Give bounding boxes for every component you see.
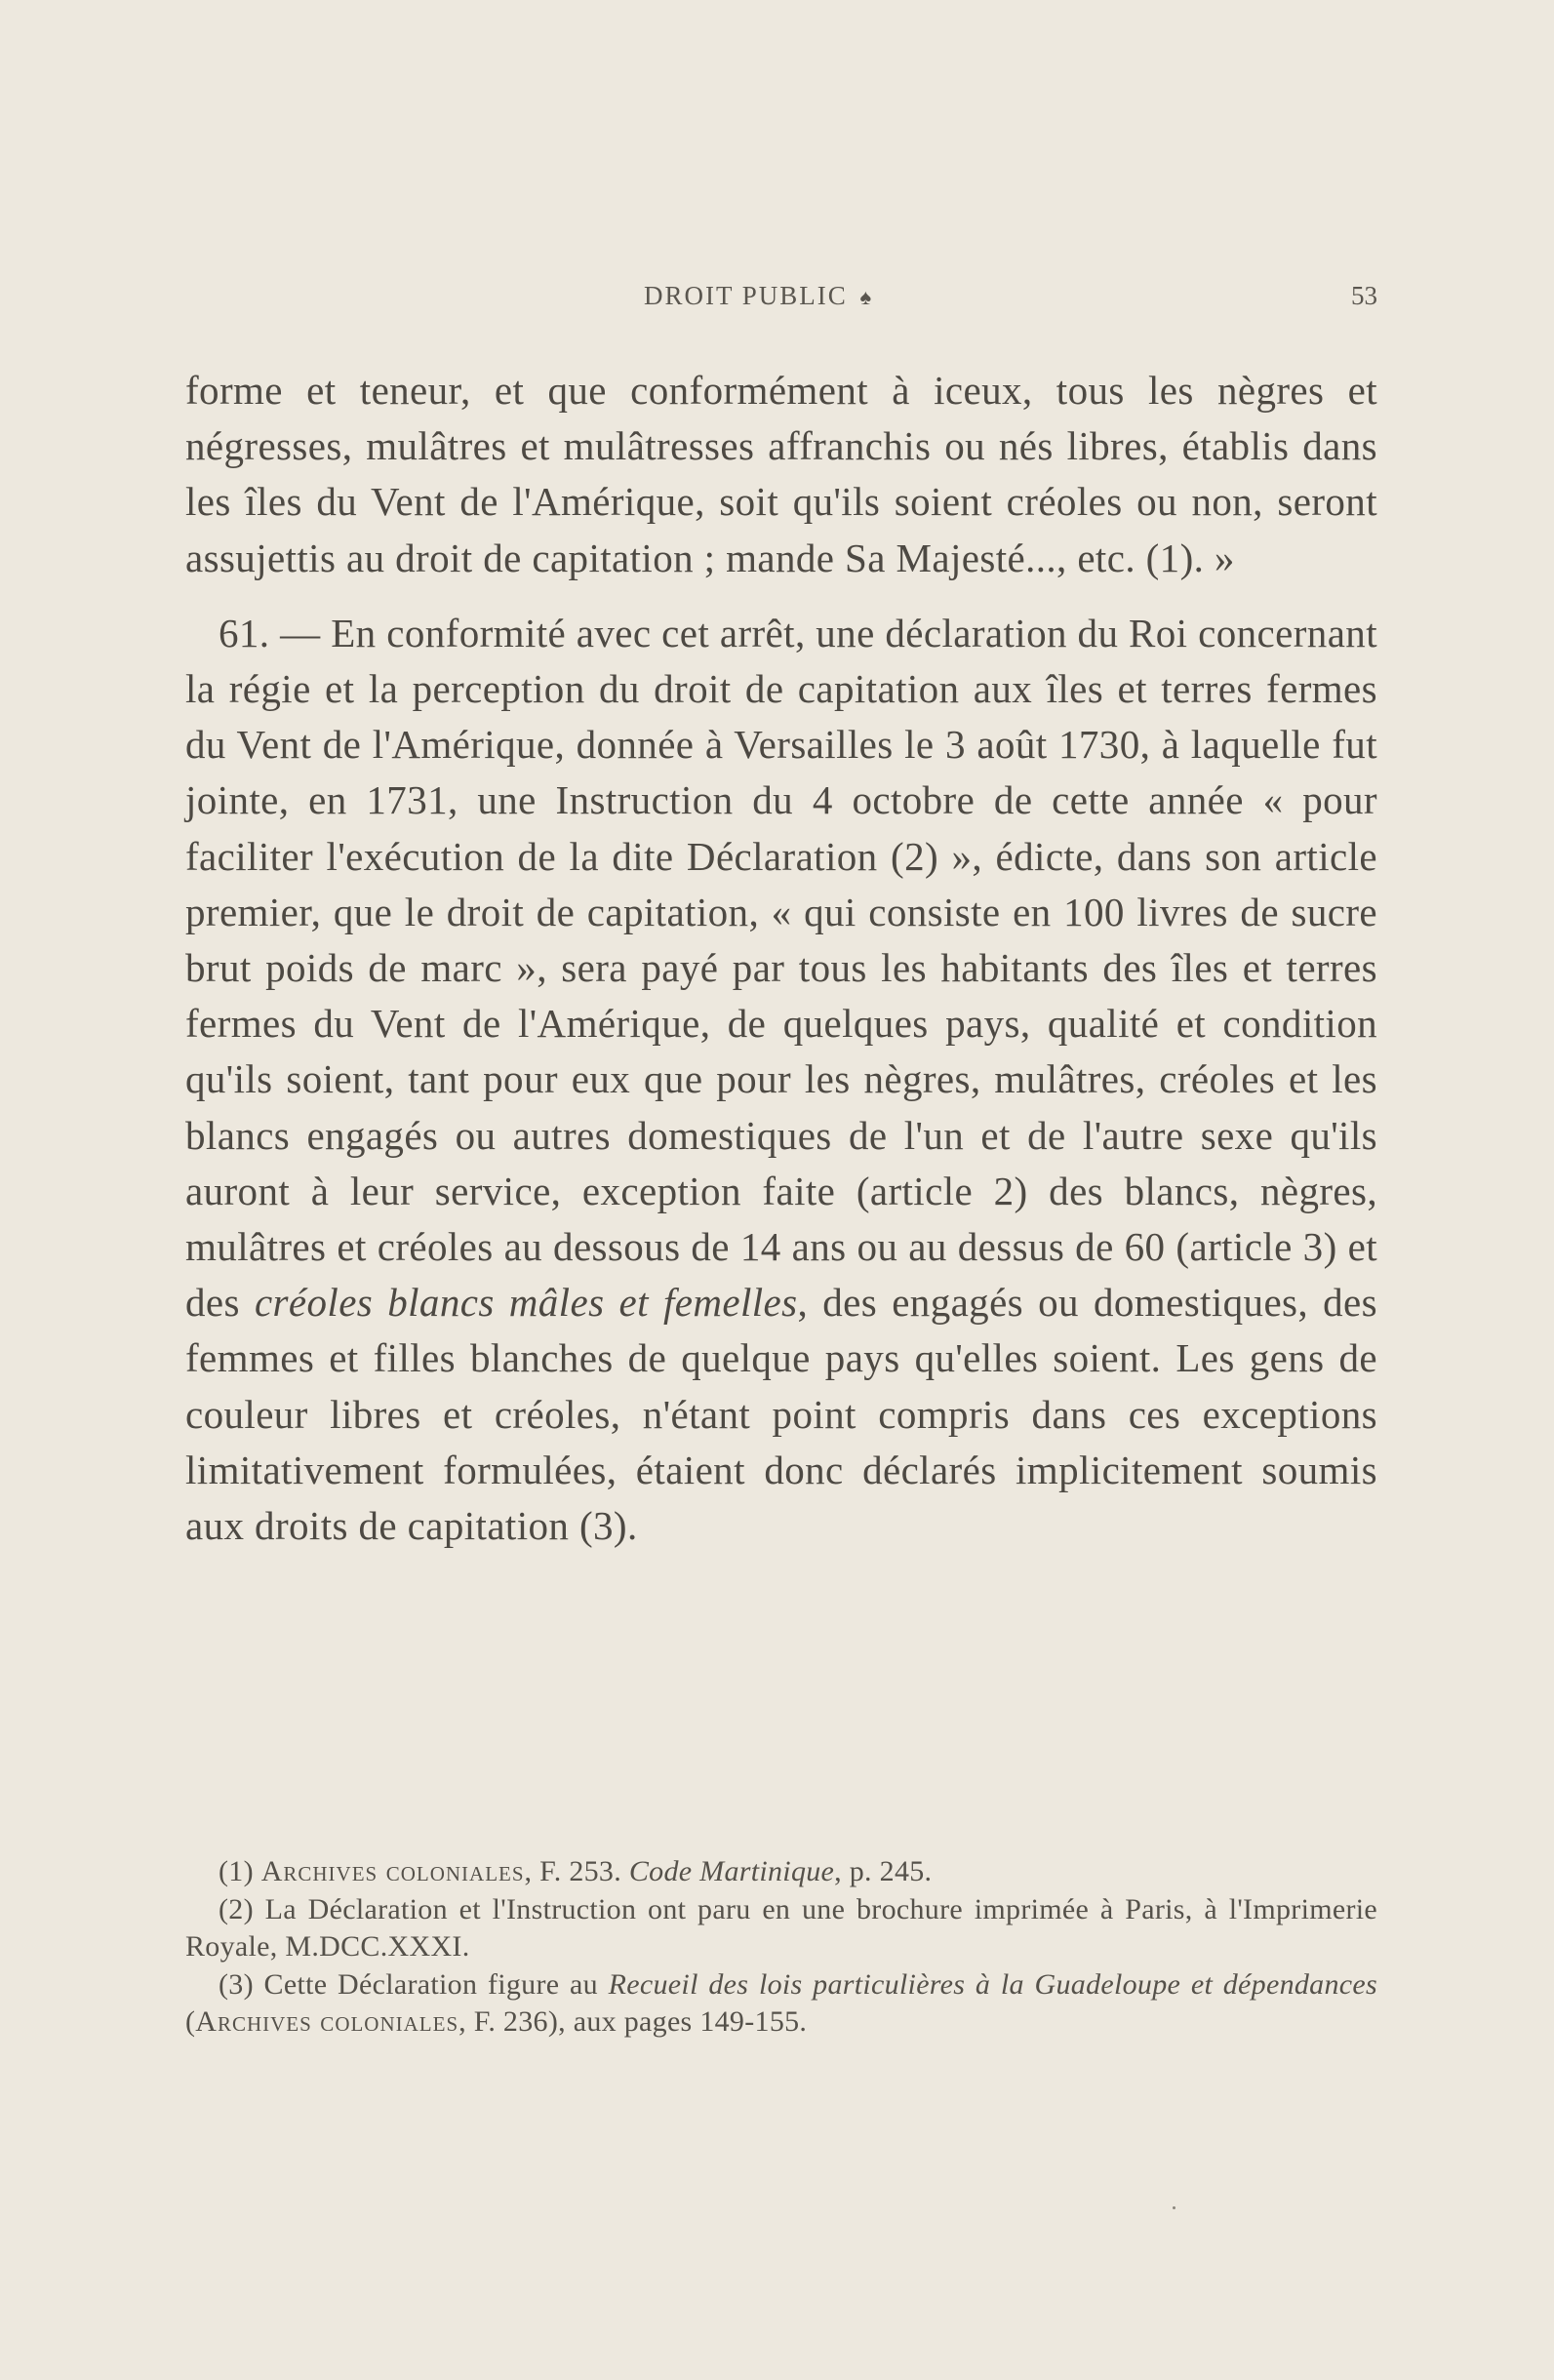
footnote-1 [185, 1853, 1377, 1891]
paragraph-61 [185, 606, 1377, 1554]
running-head-title-text: DROIT PUBLIC [644, 281, 848, 310]
ornament-icon: ♠ [859, 285, 872, 309]
paragraph-61-part-b: , des engagés ou domestiques, des femmes et filles blanches de quelque pays qu'elles soient. Les gens de couleur libres et créoles, n'étant point compris dans ces exceptions limitativement formulées, étaient donc déclarés implicitement soumis aux droits de capitation (3). [185, 1280, 1377, 1549]
footnote-3-intro: (3) Cette Déclaration figure au [219, 1967, 598, 2001]
footnote-1-page: , p. 245. [834, 1855, 933, 1887]
footnote-3-end: , F. 236), aux pages 149-155. [458, 2005, 808, 2038]
paper-speck [1173, 2206, 1175, 2209]
footnote-1-source: Archives coloniales [260, 1855, 525, 1887]
paragraph-61-part-a: 61. — En conformité avec cet arrêt, une déclaration du Roi concernant la régie et la perception du droit de capitation aux îles et terres fermes du Vent de l'Amérique, donnée à Versailles le 3 août 1730, à laquelle fut jointe, en 1731, une Instruction du 4 octobre de cette année « pour faciliter l'exécution de la dite Déclaration (2) », édicte, dans son article premier, que le droit de capitation, « qui consiste en 100 livres de sucre brut poids de marc », sera payé par tous les habitants des îles et terres fermes du Vent de l'Amérique, de quelques pays, qualité et condition qu'ils soient, tant pour eux que pour les nègres, mulâtres, créoles et les blancs engagés ou autres domestiques de l'un et de l'autre sexe qu'ils auront à leur service, exception faite (article 2) des blancs, nègres, mulâtres et créoles au dessous de 14 ans ou au dessus de 60 (article 3) et des [185, 610, 1377, 1326]
running-head [185, 281, 1377, 320]
footnote-3 [185, 1966, 1377, 2042]
footnote-3-paren: ( [185, 2005, 196, 2038]
paragraph-continued: forme et teneur, et que conformément à iceux, tous les nègres et négresses, mulâtres et mulâtresses affranchis ou nés libres, établis dans les îles du Vent de l'Amérique, soit qu'ils soient créoles ou non, seront assujettis au droit de capitation ; mande Sa Majesté..., etc. (1). » [185, 368, 1377, 580]
footnotes [185, 1853, 1377, 2042]
running-head-title [644, 281, 871, 311]
footnote-1-ref: , F. 253. [524, 1855, 622, 1887]
footnote-3-title: Recueil des lois particulières à la Guadeloupe et dépendances [608, 1967, 1377, 2001]
main-text [185, 363, 1377, 1554]
footnote-1-title: Code Martinique [628, 1855, 835, 1887]
paragraph-61-italic: créoles blancs mâles et femelles [254, 1280, 798, 1326]
page-number: 53 [1351, 281, 1377, 310]
footnote-2: (2) La Déclaration et l'Instruction ont paru en une brochure imprimée à Paris, à l'Imprimerie Royale, M.DCC.XXXI. [185, 1892, 1377, 1963]
footnote-1-number: (1) [219, 1855, 254, 1887]
footnote-3-source: Archives coloniales [195, 2005, 459, 2038]
